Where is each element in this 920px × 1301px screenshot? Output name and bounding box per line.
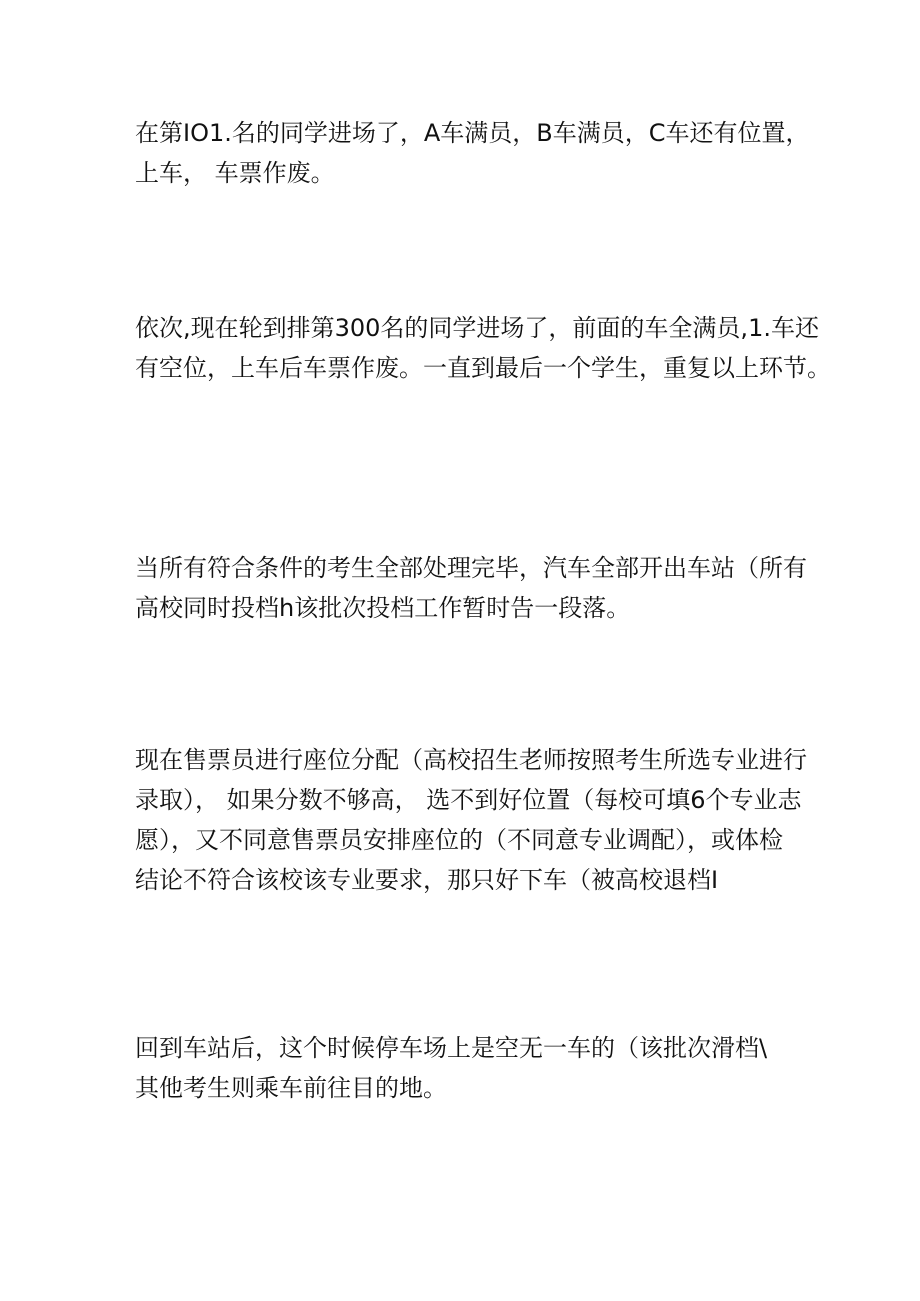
- paragraph-2: [135, 308, 831, 388]
- paragraph-line: 其他考生则乘车前往目的地。: [135, 1074, 447, 1102]
- paragraph-line: 现在售票员进行座位分配（高校招生老师按照考生所选专业进行: [135, 746, 807, 774]
- paragraph-line: 上车， 车票作废。: [135, 159, 335, 187]
- paragraph-line: 录取）， 如果分数不够高， 选不到好位置（每校可填6个专业志: [135, 786, 802, 814]
- paragraph-3: [135, 548, 805, 628]
- paragraph-line: 结论不符合该校该专业要求，那只好下车（被高校退档I: [135, 866, 719, 894]
- paragraph-line: 在第IO1.名的同学进场了，A车满员，B车满员，C车还有位置，: [135, 119, 810, 147]
- paragraph-line: 高校同时投档h该批次投档工作暂时告一段落。: [135, 594, 631, 622]
- paragraph-5: [135, 1028, 805, 1108]
- paragraph-1: [135, 113, 810, 193]
- paragraph-line: 依次,现在轮到排第300名的同学进场了，前面的车全满员,1.车还: [135, 314, 819, 342]
- paragraph-line: 愿），又不同意售票员安排座位的（不同意专业调配），或体检: [135, 826, 783, 854]
- paragraph-4: [135, 740, 805, 900]
- paragraph-line: 当所有符合条件的考生全部处理完毕，汽车全部开出车站（所有: [135, 554, 807, 582]
- paragraph-line: 有空位，上车后车票作废。一直到最后一个学生，重复以上环节。: [135, 354, 831, 382]
- paragraph-line: 回到车站后，这个时候停车场上是空无一车的（该批次滑档\: [135, 1034, 768, 1062]
